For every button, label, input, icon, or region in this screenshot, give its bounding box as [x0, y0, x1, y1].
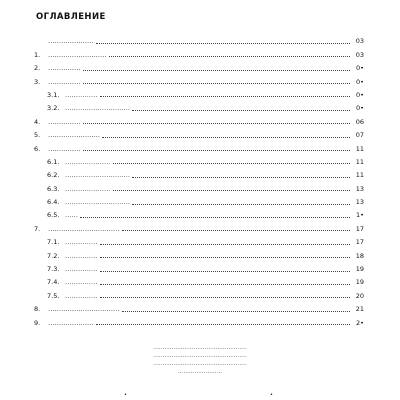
footer-mark-right: • — [270, 392, 273, 398]
toc-entry-title: ………………………… — [65, 171, 130, 180]
toc-entry[interactable] — [34, 32, 364, 45]
toc-entry-page: 19 — [355, 265, 364, 274]
toc-heading: ОГЛАВЛЕНИЕ — [36, 12, 106, 22]
toc-entry-number: 7.2. — [47, 251, 60, 260]
dot-leader — [122, 230, 351, 231]
toc-entry-page: 0• — [356, 64, 364, 73]
dot-leader — [83, 123, 351, 124]
toc-entry-page: 0• — [356, 104, 364, 113]
toc-entry-page: 19 — [355, 278, 364, 287]
toc-entry[interactable] — [34, 166, 364, 179]
toc-entry[interactable] — [34, 126, 364, 139]
toc-entry-title: …………………………… — [48, 224, 120, 233]
toc-entry-number: 6.5. — [47, 211, 60, 220]
toc-entry-page: 03 — [355, 37, 364, 46]
toc-entry[interactable] — [34, 260, 364, 273]
toc-entry-title: …………………………… — [48, 305, 120, 314]
toc-entry-title: …………… — [65, 251, 98, 260]
toc-entry-page: 03 — [355, 50, 364, 59]
toc-entry-page: 20 — [355, 291, 364, 300]
toc-entry-number: 8. — [34, 305, 41, 314]
toc-entry[interactable] — [34, 206, 364, 219]
toc-entry[interactable] — [34, 86, 364, 99]
dot-leader — [83, 150, 351, 151]
dot-leader — [109, 56, 351, 57]
toc-entry-page: 0• — [356, 90, 364, 99]
toc-entry-title: …………… — [48, 64, 81, 73]
toc-entry-page: 13 — [355, 184, 364, 193]
toc-entry-number: 3.1. — [47, 90, 60, 99]
footer-line: …………………………………………… — [153, 361, 247, 367]
dot-leader — [122, 311, 351, 312]
toc-entry-page: 13 — [355, 198, 364, 207]
dot-leader — [100, 96, 351, 97]
toc-entry[interactable] — [34, 59, 364, 72]
toc-entry-title: …… — [65, 211, 78, 220]
toc-entry[interactable] — [34, 153, 364, 166]
toc-entry-title: …………… — [48, 117, 81, 126]
toc-entry-number: 5. — [34, 131, 41, 140]
dot-leader — [102, 137, 350, 138]
toc-entry-number: 1. — [34, 50, 41, 59]
toc-entry[interactable] — [34, 112, 364, 125]
footer-line: …………………………………………… — [153, 353, 247, 359]
toc-entry-number: 6.3. — [47, 184, 60, 193]
toc-entry[interactable] — [34, 246, 364, 259]
dot-leader — [100, 297, 351, 298]
toc-entry-number: 3. — [34, 77, 41, 86]
toc-entry-title: …………… — [65, 238, 98, 247]
toc-entry-number: 7. — [34, 224, 41, 233]
toc-entry-title: …………………… — [48, 131, 100, 140]
dot-leader — [132, 177, 350, 178]
toc-entry-number: 6.4. — [47, 198, 60, 207]
toc-entry-title: ………………… — [65, 157, 111, 166]
toc-entry-title: ………………………… — [65, 104, 130, 113]
toc-entry-title: …………… — [65, 291, 98, 300]
toc-entry[interactable] — [34, 99, 364, 112]
toc-entry-title: ………………… — [48, 318, 94, 327]
toc-entry-page: 0• — [356, 77, 364, 86]
toc-entry-title: ………………………… — [65, 198, 130, 207]
toc-entry-page: 17 — [355, 224, 364, 233]
toc-entry-number: 7.1. — [47, 238, 60, 247]
toc-entry[interactable] — [34, 139, 364, 152]
dot-leader — [83, 70, 351, 71]
toc-entry[interactable] — [34, 273, 364, 286]
toc-entry-number: 7.5. — [47, 291, 60, 300]
dot-leader — [100, 271, 351, 272]
toc-entry[interactable] — [34, 233, 364, 246]
toc-entry-number: 7.4. — [47, 278, 60, 287]
dot-leader — [100, 257, 351, 258]
toc-entry-number: 3.2. — [47, 104, 60, 113]
toc-entry-page: 1• — [356, 211, 364, 220]
footer-line: …………………… — [178, 369, 222, 375]
toc-entry-title: …………… — [65, 278, 98, 287]
dot-leader — [132, 204, 350, 205]
footer-note — [60, 344, 340, 376]
toc-entry[interactable] — [34, 45, 364, 58]
toc-entry[interactable] — [34, 286, 364, 299]
dot-leader — [83, 83, 351, 84]
toc-entry-number: 6.1. — [47, 157, 60, 166]
toc-entry-page: 2• — [356, 318, 364, 327]
toc-entry-number: 4. — [34, 117, 41, 126]
toc-entry-title: ………………… — [48, 37, 94, 46]
toc-entry-page: 11 — [355, 157, 364, 166]
dot-leader — [113, 190, 351, 191]
table-of-contents — [34, 32, 364, 327]
dot-leader — [96, 324, 351, 325]
dot-leader — [100, 244, 351, 245]
toc-entry-title: …………… — [48, 144, 81, 153]
toc-entry-page: 17 — [355, 238, 364, 247]
toc-entry[interactable] — [34, 179, 364, 192]
toc-entry-page: 11 — [355, 171, 364, 180]
toc-entry-title: …………… — [65, 90, 98, 99]
toc-entry[interactable] — [34, 313, 364, 326]
toc-entry[interactable] — [34, 300, 364, 313]
footer-mark-left: • — [124, 392, 127, 398]
toc-entry-title: …………… — [48, 77, 81, 86]
toc-entry[interactable] — [34, 219, 364, 232]
toc-entry-title: …………… — [65, 265, 98, 274]
toc-entry-title: ……………………… — [48, 50, 107, 59]
dot-leader — [80, 217, 350, 218]
toc-entry-number: 9. — [34, 318, 41, 327]
toc-entry-number: 2. — [34, 64, 41, 73]
toc-entry-page: 07 — [355, 131, 364, 140]
toc-entry-page: 11 — [355, 144, 364, 153]
toc-entry-page: 06 — [355, 117, 364, 126]
toc-entry[interactable] — [34, 193, 364, 206]
toc-entry-title: ………………… — [65, 184, 111, 193]
dot-leader — [132, 110, 350, 111]
toc-entry-page: 18 — [355, 251, 364, 260]
toc-entry-number: 7.3. — [47, 265, 60, 274]
toc-entry-page: 21 — [355, 305, 364, 314]
dot-leader — [113, 163, 351, 164]
toc-entry[interactable] — [34, 72, 364, 85]
footer-line: …………………………………………… — [153, 345, 247, 351]
dot-leader — [100, 284, 351, 285]
dot-leader — [96, 43, 351, 44]
toc-entry-number: 6.2. — [47, 171, 60, 180]
toc-entry-number: 6. — [34, 144, 41, 153]
